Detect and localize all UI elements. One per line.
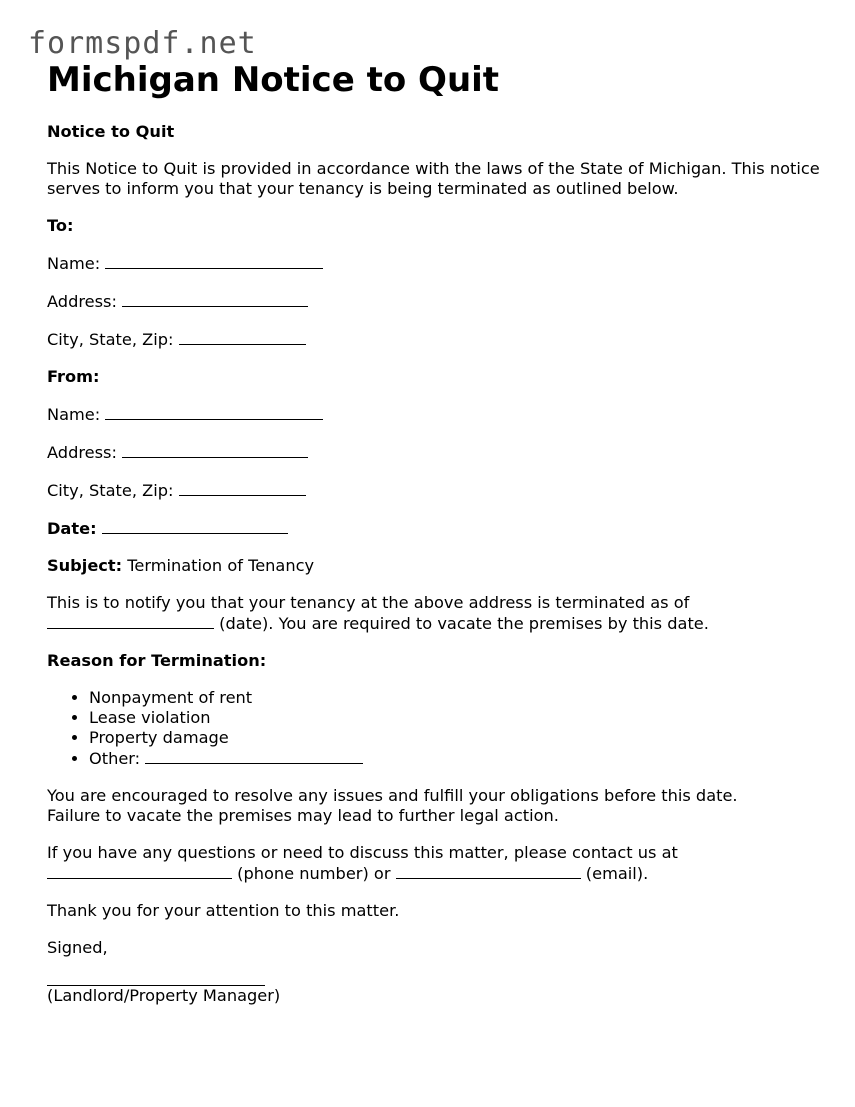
watermark: formspdf.net [28,26,257,61]
contact-line1: If you have any questions or need to discuss this matter, please contact us at [47,843,678,862]
subject-label: Subject: [47,556,123,575]
signature-field[interactable] [47,968,265,986]
document [47,58,827,1006]
from-name-label: Name: [47,405,101,424]
contact-paragraph [47,843,827,884]
termination-date-field[interactable] [47,613,214,629]
from-name-row [47,404,827,425]
to-address-label: Address: [47,292,117,311]
subject-row [47,556,827,576]
date-label: Date: [47,519,97,538]
phone-label: (phone number) or [237,864,391,883]
subject-value: Termination of Tenancy [127,556,315,575]
reason-list [47,688,827,769]
other-reason-field[interactable] [145,748,363,764]
date-field[interactable] [102,518,288,534]
reason-heading: Reason for Termination: [47,651,267,670]
to-name-field[interactable] [105,253,323,269]
to-heading: To: [47,216,74,235]
reason-item: • Other: [89,748,827,769]
from-heading: From: [47,367,100,386]
intro-paragraph: This Notice to Quit is provided in accordance with the laws of the State of Michigan. This notice serves to inform you that your tenancy is being terminated as outlined below. [47,159,820,198]
signed-label: Signed, [47,938,108,957]
to-city-label: City, State, Zip: [47,330,174,349]
date-row [47,518,827,539]
notify-paragraph [47,593,827,634]
from-city-row [47,480,827,501]
from-address-row [47,442,827,463]
phone-field[interactable] [47,863,232,879]
signed-block [47,938,827,1006]
notify-line1: This is to notify you that your tenancy at the above address is terminated as of [47,593,690,612]
to-city-row [47,329,827,350]
to-city-field[interactable] [179,329,306,345]
from-city-field[interactable] [179,480,306,496]
from-address-label: Address: [47,443,117,462]
from-name-field[interactable] [105,404,323,420]
to-name-label: Name: [47,254,101,273]
from-address-field[interactable] [122,442,308,458]
email-field[interactable] [396,863,581,879]
reason-item: • Nonpayment of rent [89,688,827,708]
reason-item: • Lease violation [89,708,827,728]
to-address-row [47,291,827,312]
email-label: (email). [585,864,649,883]
reason-item: • Property damage [89,728,827,748]
page-title: Michigan Notice to Quit [47,60,500,100]
signer-role: (Landlord/Property Manager) [47,986,281,1005]
encourage-paragraph [47,786,827,826]
thanks-text: Thank you for your attention to this matter. [47,901,400,920]
section-heading: Notice to Quit [47,122,175,141]
from-city-label: City, State, Zip: [47,481,174,500]
notify-line2: (date). You are required to vacate the premises by this date. [219,614,709,633]
encourage-line1: You are encouraged to resolve any issues and fulfill your obligations before this date. [47,786,738,805]
to-name-row [47,253,827,274]
encourage-line2: Failure to vacate the premises may lead to further legal action. [47,806,559,825]
to-address-field[interactable] [122,291,308,307]
